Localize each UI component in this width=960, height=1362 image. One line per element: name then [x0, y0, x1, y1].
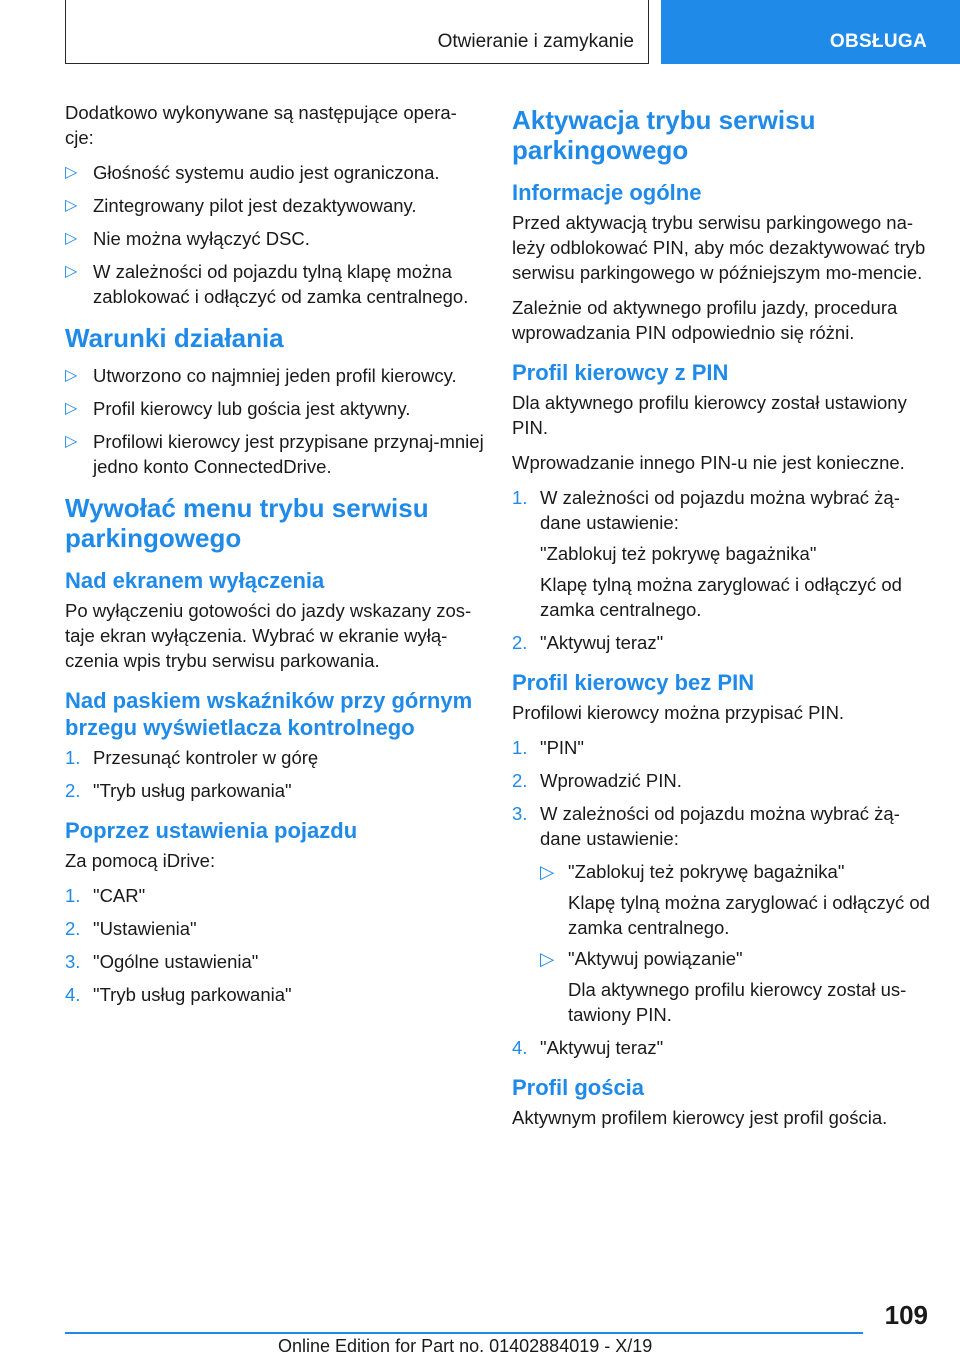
triangle-bullet-icon: ▷ [540, 948, 555, 969]
list-item: 2. "Aktywuj teraz" [512, 632, 664, 653]
list-item: 2. "Tryb usług parkowania" [65, 780, 292, 801]
left-column [65, 100, 485, 1015]
step-number: 3. [65, 951, 81, 972]
with-pin-paragraph-1: Dla aktywnego profilu kierowcy został ustawiony PIN. [512, 392, 907, 438]
status-bar-heading: Nad paskiem wskaźników przy górnym brzegu wyświetlacza kontrolnego [65, 688, 473, 740]
list-item: ▷ W zależności od pojazdu tylną klapę można zablokować i odłączyć od zamka centralnego. [65, 261, 469, 307]
list-item: 3. W zależności od pojazdu można wybrać żą-dane ustawienie: ▷ "Zablokuj też pokrywę bagażnika" Klapę tylną można zaryglować i odłączyć od zamka centralnego. ▷ "Aktywuj powiązanie" Dla aktywnego profilu kierowcy został us-tawiony PIN. [512, 801, 932, 1027]
right-column [512, 100, 932, 1140]
vehicle-settings-steps [65, 883, 485, 1007]
without-pin-heading: Profil kierowcy bez PIN [512, 670, 755, 695]
general-paragraph-2: Zależnie od aktywnego profilu jazdy, procedura wprowadzania PIN odpowiednio się różni. [512, 297, 898, 343]
list-item: ▷ Nie można wyłączyć DSC. [65, 228, 310, 249]
footer-edition: Online Edition for Part no. 01402884019 - X/19 [278, 1336, 653, 1356]
vehicle-settings-intro: Za pomocą iDrive: [65, 850, 216, 871]
call-menu-heading: Wywołać menu trybu serwisu parkingowego [65, 493, 429, 553]
list-item: 2. "Ustawienia" [65, 918, 197, 939]
triangle-bullet-icon: ▷ [540, 861, 555, 882]
list-item: 1. "PIN" [512, 737, 584, 758]
without-pin-steps [512, 735, 932, 1060]
list-item: 2. Wprowadzić PIN. [512, 770, 682, 791]
list-item: 3. "Ogólne ustawienia" [65, 951, 259, 972]
list-item: ▷ Głośność systemu audio jest ograniczona. [65, 162, 440, 183]
step-number: 4. [512, 1037, 528, 1058]
step-number: 1. [65, 747, 81, 768]
step-number: 4. [65, 984, 81, 1005]
step-number: 2. [65, 780, 81, 801]
list-item: ▷ "Zablokuj też pokrywę bagażnika" Klapę tylną można zaryglować i odłączyć od zamka centralnego. [540, 859, 932, 940]
triangle-bullet-icon: ▷ [65, 400, 78, 417]
list-item: ▷ Profil kierowcy lub gościa jest aktywny. [65, 398, 411, 419]
step-option-note: Klapę tylną można zaryglować i odłączyć od zamka centralnego. [540, 574, 902, 620]
list-item: ▷ Zintegrowany pilot jest dezaktywowany. [65, 195, 417, 216]
status-bar-steps [65, 745, 485, 803]
section-title: OBSŁUGA [829, 31, 927, 52]
guest-paragraph: Aktywnym profilem kierowcy jest profil gościa. [512, 1107, 888, 1128]
header-section-tab [661, 0, 960, 64]
step-number: 3. [512, 803, 528, 824]
step-number: 2. [512, 770, 528, 791]
with-pin-paragraph-2: Wprowadzanie innego PIN-u nie jest konieczne. [512, 452, 905, 473]
chapter-title: Otwieranie i zamykanie [437, 31, 634, 52]
vehicle-settings-heading: Poprzez ustawienia pojazdu [65, 818, 358, 843]
step-number: 1. [512, 737, 528, 758]
with-pin-steps [512, 485, 932, 655]
intro-paragraph: Dodatkowo wykonywane są następujące opera-cje: [65, 102, 457, 148]
triangle-bullet-icon: ▷ [65, 263, 78, 280]
step-number: 1. [65, 885, 81, 906]
triangle-bullet-icon: ▷ [65, 433, 78, 450]
general-heading: Informacje ogólne [512, 180, 702, 205]
step-option: "Zablokuj też pokrywę bagażnika" [540, 543, 817, 564]
above-screen-heading: Nad ekranem wyłączenia [65, 568, 325, 593]
list-item: ▷ Profilowi kierowcy jest przypisane przynaj-mniej jedno konto ConnectedDrive. [65, 431, 484, 477]
step-number: 2. [65, 918, 81, 939]
guest-heading: Profil gościa [512, 1075, 645, 1100]
general-paragraph-1: Przed aktywacją trybu serwisu parkingowego na-leży odblokować PIN, aby móc dezaktywować tryb serwisu parkingowego w późniejszym mo-mencie. [512, 212, 926, 283]
conditions-list [65, 363, 485, 479]
list-item: 1. "CAR" [65, 885, 146, 906]
list-item: ▷ "Aktywuj powiązanie" Dla aktywnego profilu kierowcy został us-tawiony PIN. [540, 946, 932, 1027]
triangle-bullet-icon: ▷ [65, 230, 78, 247]
list-item: ▷ Utworzono co najmniej jeden profil kierowcy. [65, 365, 457, 386]
page-number: 109 [884, 1300, 928, 1330]
step-number: 2. [512, 632, 528, 653]
option-note: Klapę tylną można zaryglować i odłączyć od zamka centralnego. [568, 892, 930, 938]
option-sublist [540, 859, 932, 1027]
option-note: Dla aktywnego profilu kierowcy został us-tawiony PIN. [568, 979, 907, 1025]
triangle-bullet-icon: ▷ [65, 367, 78, 384]
with-pin-heading: Profil kierowcy z PIN [512, 360, 729, 385]
list-item: 1. Przesunąć kontroler w górę [65, 747, 319, 768]
header-chapter-box [65, 0, 649, 64]
triangle-bullet-icon: ▷ [65, 197, 78, 214]
list-item: 1. W zależności od pojazdu można wybrać żą-dane ustawienie: "Zablokuj też pokrywę bagażnika" Klapę tylną można zaryglować i odłączyć od zamka centralnego. [512, 485, 932, 622]
above-screen-paragraph: Po wyłączeniu gotowości do jazdy wskazany zos-taje ekran wyłączenia. Wybrać w ekranie wyłą-czenia wpis trybu serwisu parkowania. [65, 600, 472, 671]
activation-heading: Aktywacja trybu serwisu parkingowego [512, 105, 816, 165]
list-item: 4. "Aktywuj teraz" [512, 1037, 664, 1058]
intro-bullet-list [65, 160, 485, 309]
footer-divider [65, 1332, 863, 1334]
triangle-bullet-icon: ▷ [65, 164, 78, 181]
step-number: 1. [512, 487, 528, 508]
list-item: 4. "Tryb usług parkowania" [65, 984, 292, 1005]
conditions-heading: Warunki działania [65, 323, 284, 353]
without-pin-intro: Profilowi kierowcy można przypisać PIN. [512, 702, 845, 723]
